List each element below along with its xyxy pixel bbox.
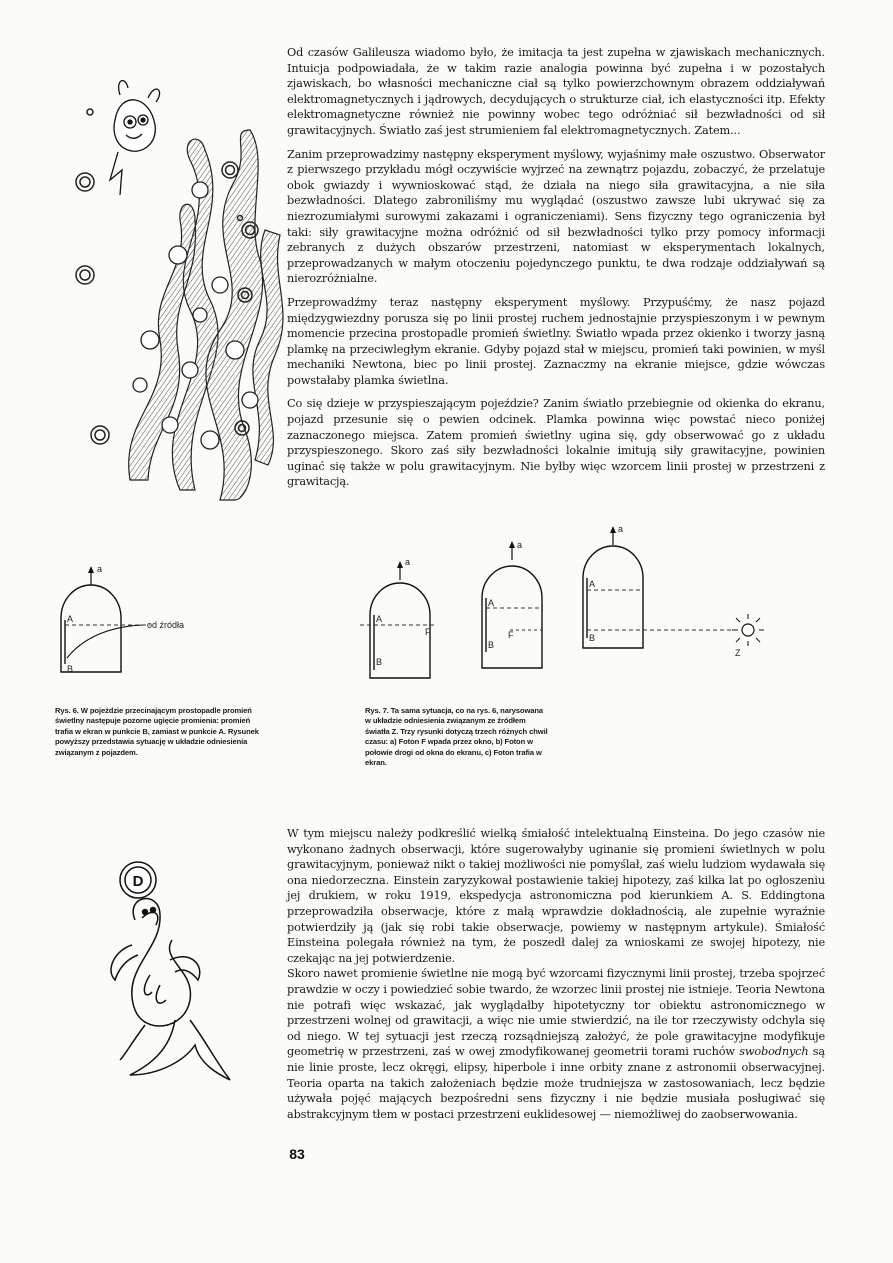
figure-7-diagram <box>355 520 795 710</box>
fig7b-label-F: F <box>508 630 514 640</box>
paragraph-no-straight-line-part1: Skoro nawet promienie świetlne nie mogą być wzorcami fizycznymi linii prostej, trzeba spojrzeć prawdzie w oczy i powiedzieć sobie twardo, że wzorzec linii prostej nie istnieje. Teoria Newtona nie potrafi więc wskazać, jak wyglądałby hipotetyczny tor obiektu astronomicznego w przestrzeni wolnej od grawitacji, a więc nie umie stwierdzić, na ile tor rzeczywisty odchyla się od niego. W tej sytuacji jest rzeczą rozsądniejszą założyć, że pole grawitacyjne modyfikuje geometrię w przestrzeni, zaś w owej zmodyfikowanej geometrii torami ruchów <box>287 967 825 1059</box>
paragraph-no-straight-line-part2: są nie linie proste, lecz okręgi, elipsy, hiperbole i inne orbity znane z astronomii obserwacyjnej. Teoria oparta na takich założeniach będzie może trudniejsza w zastosowaniach, lecz będzie używała pojęć mających bezpośredni sens fizyczny i nie będzie musiała posługiwać się abstrakcyjnym tłem w postaci przestrzeni euklidesowej — niemożliwej do zaobserwowania. <box>287 1045 825 1121</box>
fig7a-label-a: a <box>405 557 411 567</box>
fig6-label-B: B <box>67 664 74 674</box>
bubble-letter: D <box>132 873 144 890</box>
fig7b-label-B: B <box>488 640 495 650</box>
acceleration-arrow-icon <box>397 561 403 568</box>
fig7b-label-a: a <box>517 540 523 550</box>
fig7a-label-A: A <box>376 614 383 624</box>
figure-6-diagram <box>55 560 265 680</box>
page-number: 83 <box>289 1146 305 1162</box>
paragraph-no-straight-line <box>287 966 825 1122</box>
acceleration-arrow-icon <box>88 566 94 573</box>
vehicle-outline <box>61 585 121 672</box>
fish-illustration <box>90 850 280 1090</box>
paragraph-accelerating-vehicle: Przeprowadźmy teraz następny eksperyment myślowy. Przypuśćmy, że nasz pojazd międzygwiezdny porusza się po linii prostej ruchem jednostajnie przyspieszonym i w pewnym momencie przecina prostopadle promień świetlny. Światło wpada przez okienko i tworzy jasną plamkę na przeciwległym ekranie. Gdyby pojazd stał w miejscu, promień taki powinien, w myśl mechaniki Newtona, biec po linii prostej. Zaznaczmy na ekranie miejsce, gdzie wówczas powstałaby plamka świetlna. <box>287 295 825 387</box>
paragraph-einstein-boldness: W tym miejscu należy podkreślić wielką śmiałość intelektualną Einsteina. Do jego czasów nie wykonano żadnych obserwacji, które sugerowałyby uginanie się promieni świetlnych w polu grawitacyjnym, ponieważ nikt o takiej możliwości nie pomyślał, zaś wielu ludziom wydawała się ona niedorzeczna. Einstein zaryzykował postawienie takiej hipotezy, zaś kilka lat po ogłoszeniu jej drukiem, w roku 1919, ekspedycja astronomiczna pod kierunkiem A. S. Eddingtona przeprowadziła obserwacje, które z małą wprawdzie dokładnością, ale zupełnie wyraźnie potwierdziły ją (jak się robi takie obserwacje, powiemy w następnym artykule). Śmiałość Einsteina polegała również na tym, że poszedł dalej za wnioskami ze swojej hipotezy, nie czekając na jej potwierdzenie. <box>287 827 825 965</box>
text-block-top <box>287 45 825 490</box>
fig7b-label-A: A <box>488 598 495 608</box>
fig6-label-source: od źródła <box>147 620 185 630</box>
fig7a-label-B: B <box>376 657 383 667</box>
emphasis-swobodnych: swobodnych <box>739 1045 809 1059</box>
light-source-icon <box>742 624 754 636</box>
fig6-label-a: a <box>97 564 103 574</box>
fig7-panel-b <box>482 540 542 668</box>
figure-7-caption: Rys. 7. Ta sama sytuacja, co na rys. 6, narysowana w układzie odniesienia związanym ze źródłem światła Z. Trzy rysunki dotyczą trzech różnych chwil czasu: a) Foton F wpada przez okno, b) Foton w połowie drogi od okna do ekranu, c) Foton trafia w ekran. <box>365 706 548 768</box>
paragraph-thought-experiment-cheat: Zanim przeprowadzimy następny eksperyment myślowy, wyjaśnimy małe oszustwo. Obserwator z pierwszego przykładu mógł oczywiście wyjrzeć na zewnątrz pojazdu, zobaczyć, że przelatuje obok gwiazdy i wywnioskować stąd, że działa na niego siła grawitacyjna, a nie siła bezwładności. Dlatego zabroniliśmy mu wyglądać (oszustwo zawsze lubi ukrywać się za niezrozumiałymi surowymi zakazami i ograniczeniami). Sens fizyczny tego ograniczenia był taki: siły grawitacyjne można odróżnić od sił bezwładności tylko przy pomocy informacji zebranych z dużych obszarów przestrzeni, natomiast w eksperymentach lokalnych, przeprowadzanych w małym otoczeniu pojedynczego punktu, te dwa rodzaje oddziaływań są nierozróżnialne. <box>287 147 825 286</box>
fig7c-label-a: a <box>618 524 624 534</box>
fig7-panel-c <box>583 524 764 658</box>
paragraph-galileo: Od czasów Galileusza wiadomo było, że imitacja ta jest zupełna w zjawiskach mechanicznych. Intuicja podpowiadała, że w takim razie analogia powinna być zupełna i w pozostałych zjawiskach, bo własności mechaniczne ciał są tylko powierzchownym obrazem oddziaływań elektromagnetycznych i jądrowych, decydujących o strukturze ciał, ich elastyczności itp. Efekty elektromagnetyczne również nie powinny wobec tego odróżniać sił bezwładności od sił grawitacyjnych. Światło zaś jest strumieniem fal elektromagnetycznych. Zatem... <box>287 46 825 137</box>
acceleration-arrow-icon <box>610 526 616 533</box>
text-block-bottom <box>287 826 825 1122</box>
fig7c-label-B: B <box>589 633 596 643</box>
paragraph-light-bending: Co się dzieje w przyspieszającym pojeździe? Zanim światło przebiegnie od okienka do ekranu, pojazd przesunie się o pewien odcinek. Plamka powinna więc powstać nieco poniżej zaznaczonego miejsca. Zatem promień świetlny ugina się, gdy obserwować go z układu przyspieszonego. Skoro zaś siły bezwładności lokalnie imitują siły grawitacyjne, powinien uginać się także w polu grawitacyjnym. Nie byłby więc wzorcem linii prostej w przestrzeni z grawitacją. <box>287 397 825 489</box>
fig7-panel-a <box>360 557 435 678</box>
fig7a-label-F: F <box>425 627 431 637</box>
figure-6-caption: Rys. 6. W pojeździe przecinającym prostopadle promień świetlny następuje pozorne ugięcie promienia: promień trafia w ekran w punkcie B, zamiast w punkcie A. Rysunek powyższy przedstawia sytuację w układzie odniesienia związanym z pojazdem. <box>55 706 259 757</box>
curved-ray <box>67 625 143 658</box>
fig7-label-Z: Z <box>735 648 741 658</box>
fig6-label-A: A <box>67 614 74 624</box>
acceleration-arrow-icon <box>509 541 515 548</box>
fig7c-label-A: A <box>589 579 596 589</box>
